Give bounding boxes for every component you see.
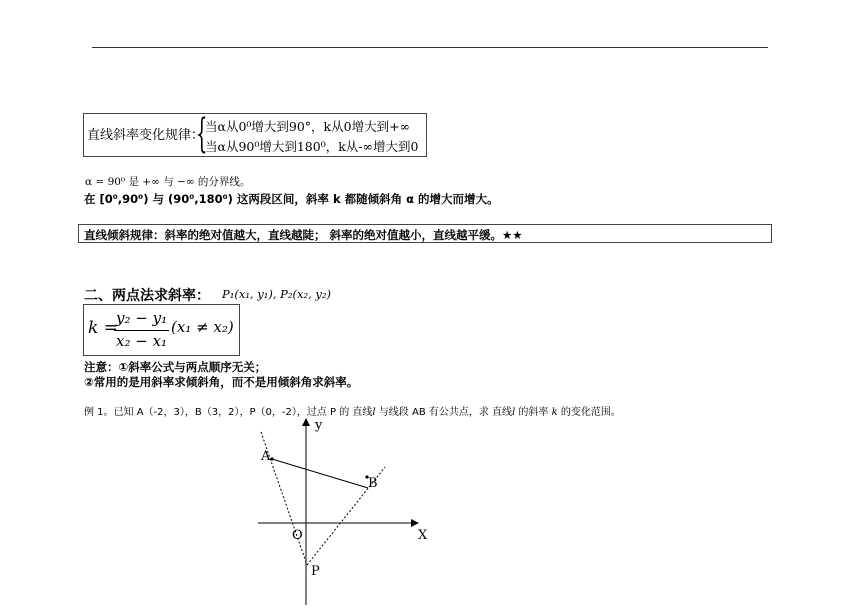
example-text-b: 与线段 AB 有公共点，求 直线: [375, 407, 513, 418]
formula-denominator: x₂ − x₁: [116, 332, 168, 350]
section-2-points: P₁(x₁, y₁), P₂(x₂, y₂): [222, 287, 331, 301]
formula-k: k =: [88, 318, 118, 338]
slope-formula-box: [83, 304, 240, 356]
formula-numerator: y₂ − y₁: [116, 309, 168, 327]
header-rule: [92, 47, 768, 48]
point-b-label: B: [368, 476, 378, 491]
example-k: k: [551, 407, 558, 418]
point-p-label: P: [311, 564, 320, 579]
section-2-title: 二、两点法求斜率：: [84, 288, 210, 304]
interval-note: 在 [0⁰,90⁰) 与 (90⁰,180⁰) 这两段区间，斜率 k 都随倾斜角 α 的增大而增大。: [84, 192, 499, 206]
tilt-rule-box: [78, 224, 772, 243]
segment-ab: [272, 459, 368, 488]
point-a: [270, 457, 273, 460]
slope-rule-case-1: 当α从0⁰增大到90°，k从0增大到+∞: [205, 119, 410, 134]
point-a-label: A: [261, 449, 271, 464]
attention-line-2: ②常用的是用斜率求倾斜角，而不是用倾斜角求斜率。: [84, 375, 359, 389]
boundary-note: α = 90⁰ 是 +∞ 与 −∞ 的分界线。: [85, 176, 251, 188]
attention-line-1: 注意：①斜率公式与两点顺序无关；: [84, 360, 267, 374]
example-l2: l: [512, 407, 516, 418]
x-axis-label: X: [418, 528, 428, 543]
brace-icon: {: [196, 111, 208, 157]
tilt-rule-text: 直线倾斜规律：斜率的绝对值越大，直线越陡； 斜率的绝对值越小，直线越平缓。★★: [84, 228, 523, 242]
example-text-d: 的变化范围。: [557, 407, 621, 418]
slope-rule-label: 直线斜率变化规律：: [87, 128, 205, 143]
formula-condition: (x₁ ≠ x₂): [171, 318, 234, 336]
example-l1: l: [372, 407, 376, 418]
slope-rule-case-2: 当α从90⁰增大到180⁰，k从-∞增大到0: [205, 139, 419, 154]
coordinate-figure: [230, 415, 450, 605]
example-text-c: 的斜率: [515, 407, 552, 418]
example-text-a: 例 1。已知 A（-2，3），B（3，2），P（0，-2），过点 P 的 直线: [84, 407, 373, 418]
origin-label: O: [292, 528, 303, 543]
y-axis-label: y: [315, 418, 323, 433]
slope-rule-box: [83, 113, 427, 157]
fraction-bar: [114, 330, 169, 331]
